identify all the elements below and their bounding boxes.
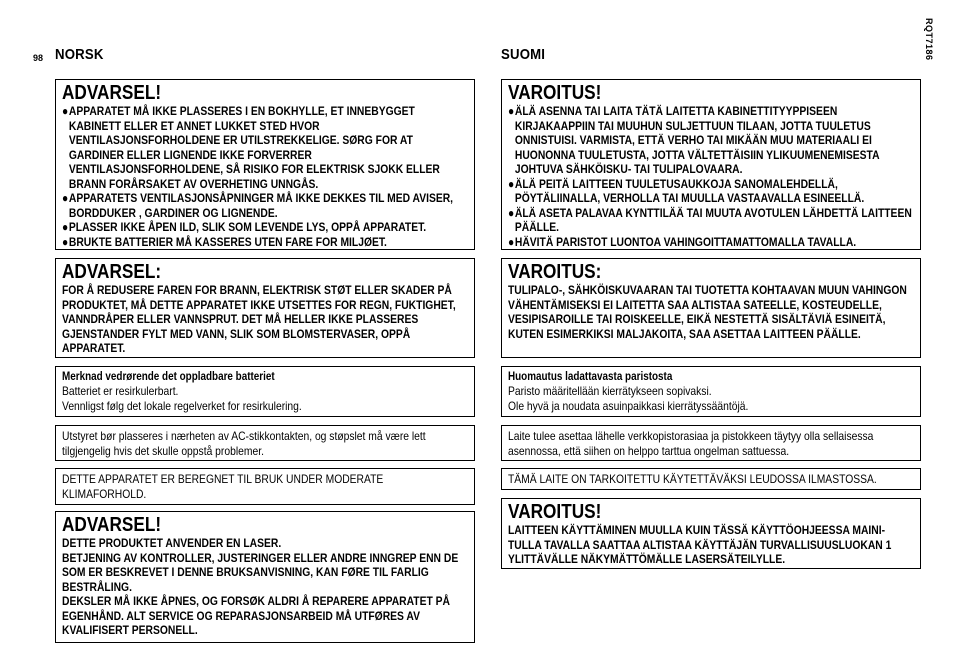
- battery-note-no: [55, 366, 475, 417]
- list-item: ● PLASSER IKKE ÅPEN ILD, SLIK SOM LEVENDE LYS, OPPÅ APPARATET.: [62, 220, 427, 234]
- outlet-note-no: [55, 425, 475, 461]
- climate-note-no: [55, 468, 475, 505]
- climate-text: DETTE APPARATET ER BEREGNET TIL BRUK UNDER MODERATE KLIMAFORHOLD.: [62, 472, 384, 501]
- warning-box-water-no: [55, 258, 475, 358]
- laser-warning-box-no: [55, 511, 475, 643]
- warning-title: VAROITUS!: [508, 501, 602, 523]
- warning-text: FOR Å REDUSERE FAREN FOR BRANN, ELEKTRISK STØT ELLER SKADER PÅ PRODUKTET, MÅ DETTE APPARATET IKKE UTSETTES FOR REGN, FUKTIGHET, VANNDRÅPER ELLER VANNSPRUT. DET MÅ HELLER IKKE PLASSERES GJENSTANDER FYLT MED VANN, SLIK SOM BLOMSTERVASER, OPPÅ APPARATET.: [62, 283, 456, 355]
- outlet-text: Utstyret bør plasseres i nærheten av AC-stikkontakten, og støpslet må være lett tilgjengelig hvis det skulle oppstå problemer.: [62, 429, 426, 458]
- warning-box-ventilation-no: [55, 79, 475, 250]
- outlet-text: Laite tulee asettaa lähelle verkkopistorasiaa ja pistokkeen täytyy olla sellaisessa asennossa, että siihen on helppo tarttua ongelman sattuessa.: [508, 429, 874, 458]
- note-title: Huomautus ladattavasta paristosta: [508, 371, 673, 383]
- warning-title: ADVARSEL:: [62, 261, 162, 283]
- document-code: RQT7186: [924, 18, 934, 61]
- warning-text: DETTE PRODUKTET ANVENDER EN LASER.: [62, 536, 282, 550]
- norsk-column: [55, 46, 477, 637]
- warning-title: VAROITUS:: [508, 261, 602, 283]
- language-heading-norsk: NORSK: [55, 46, 104, 63]
- warning-text: BETJENING AV KONTROLLER, JUSTERINGER ELLER ANDRE INNGREP ENN DE SOM ER BESKREVET I DENNE BRUKSANVISNING, KAN FØRE TIL FARLIG BESTRÅLING.: [62, 550, 459, 594]
- outlet-note-fi: [501, 425, 921, 461]
- climate-note-fi: [501, 468, 921, 490]
- language-heading-suomi: SUOMI: [501, 46, 546, 63]
- suomi-column: [501, 46, 923, 566]
- list-item: ● ÄLÄ ASENNA TAI LAITA TÄTÄ LAITETTA KABINETTITYYPPISEEN KIRJAKAAPPIIN TAI MUUHUN SULJETTUUN TILAAN, JOTTA TUULETUS ONNISTUISI. VARMISTA, ETTÄ VERHO TAI MIKÄÄN MUU MATERIAALI EI HUONONNA TUULETUSTA, JOTTA VÄLTETTÄISIIN YLIKUUMENEMISESTA JOHTUVA SÄHKÖISKU- TAI TULIPALOVAARA.: [508, 104, 880, 176]
- warning-text: LAITTEEN KÄYTTÄMINEN MUULLA KUIN TÄSSÄ KÄYTTÖOHJEESSA MAINI-TULLA TAVALLA SAATTAA ALTISTAA KÄYTTÄJÄN TURVALLISUUSLUOKAN 1 YLITTÄVÄLLE NÄKYMÄTTÖMÄLLE LASERSÄTEILYLLE.: [508, 523, 892, 566]
- battery-note-fi: [501, 366, 921, 417]
- warning-title: VAROITUS!: [508, 82, 602, 104]
- list-item: ● HÄVITÄ PARISTOT LUONTOA VAHINGOITTAMATTOMALLA TAVALLA.: [508, 234, 857, 249]
- note-line: Ole hyvä ja noudata asuinpaikkasi kierrätyssääntöjä.: [508, 398, 749, 413]
- list-item: ● BRUKTE BATTERIER MÅ KASSERES UTEN FARE FOR MILJØET.: [62, 234, 387, 249]
- list-item: ● APPARATET MÅ IKKE PLASSERES I EN BOKHYLLE, ET INNEBYGGET KABINETT ELLER ET ANNET LUKKET STED HVOR VENTILASJONSFORHOLDENE ER UTILSTREKKELIGE. SØRG FOR AT GARDINER ELLER LIGNENDE IKKE FORVERRER VENTILASJONSFORHOLDENE, SÅ RISIKO FOR ELEKTRISK SJOKK ELLER BRANN FORÅRSAKET AV OVERHETING UNNGÅS.: [62, 104, 440, 191]
- climate-text: TÄMÄ LAITE ON TARKOITETTU KÄYTETTÄVÄKSI LEUDOSSA ILMASTOSSA.: [508, 472, 877, 486]
- page-number: 98: [33, 53, 44, 63]
- list-item: ● ÄLÄ ASETA PALAVAA KYNTTILÄÄ TAI MUUTA AVOTULEN LÄHDETTÄ LAITTEEN PÄÄLLE.: [508, 205, 912, 234]
- warning-text: TULIPALO-, SÄHKÖISKUVAARAN TAI TUOTETTA KOHTAAVAN MUUN VAHINGON VÄHENTÄMISEKSI EI LAITETTA SAA ALTISTAA SATEELLE, KOSTEUDELLE, VESIPISAROILLE TAI ROISKEELLE, EIKÄ NESTETTÄ SISÄLTÄVIÄ ESINEITÄ, KUTEN ESIMERKIKSI MALJAKOITA, SAA ASETTAA LAITTEEN PÄÄLLE.: [508, 283, 907, 341]
- warning-box-water-fi: [501, 258, 921, 358]
- list-item: ● APPARATETS VENTILASJONSÅPNINGER MÅ IKKE DEKKES TIL MED AVISER, BORDDUKER , GARDINER OG LIGNENDE.: [62, 191, 454, 220]
- warning-list: [508, 104, 913, 249]
- list-item: ● ÄLÄ PEITÄ LAITTEEN TUULETUSAUKKOJA SANOMALEHDELLÄ, PÖYTÄLIINALLA, VERHOLLA TAI MUULLA VASTAAVALLA ESINEELLÄ.: [508, 176, 865, 205]
- warning-title: ADVARSEL!: [62, 514, 162, 536]
- laser-warning-box-fi: [501, 498, 921, 569]
- warning-text: DEKSLER MÅ IKKE ÅPNES, OG FORSØK ALDRI Å REPARERE APPARATET PÅ EGENHÅND. ALT SERVICE OG REPARASJONSARBEID MÅ UTFØRES AV KVALIFISERT PERSONELL.: [62, 594, 450, 637]
- warning-list: [62, 104, 467, 249]
- note-line: Paristo määritellään kierrätykseen sopivaksi.: [508, 384, 712, 398]
- note-line: Batteriet er resirkulerbart.: [62, 384, 179, 398]
- warning-box-ventilation-fi: [501, 79, 921, 250]
- warning-title: ADVARSEL!: [62, 82, 162, 104]
- note-title: Merknad vedrørende det oppladbare batteriet: [62, 371, 275, 383]
- note-line: Vennligst følg det lokale regelverket for resirkulering.: [62, 398, 302, 413]
